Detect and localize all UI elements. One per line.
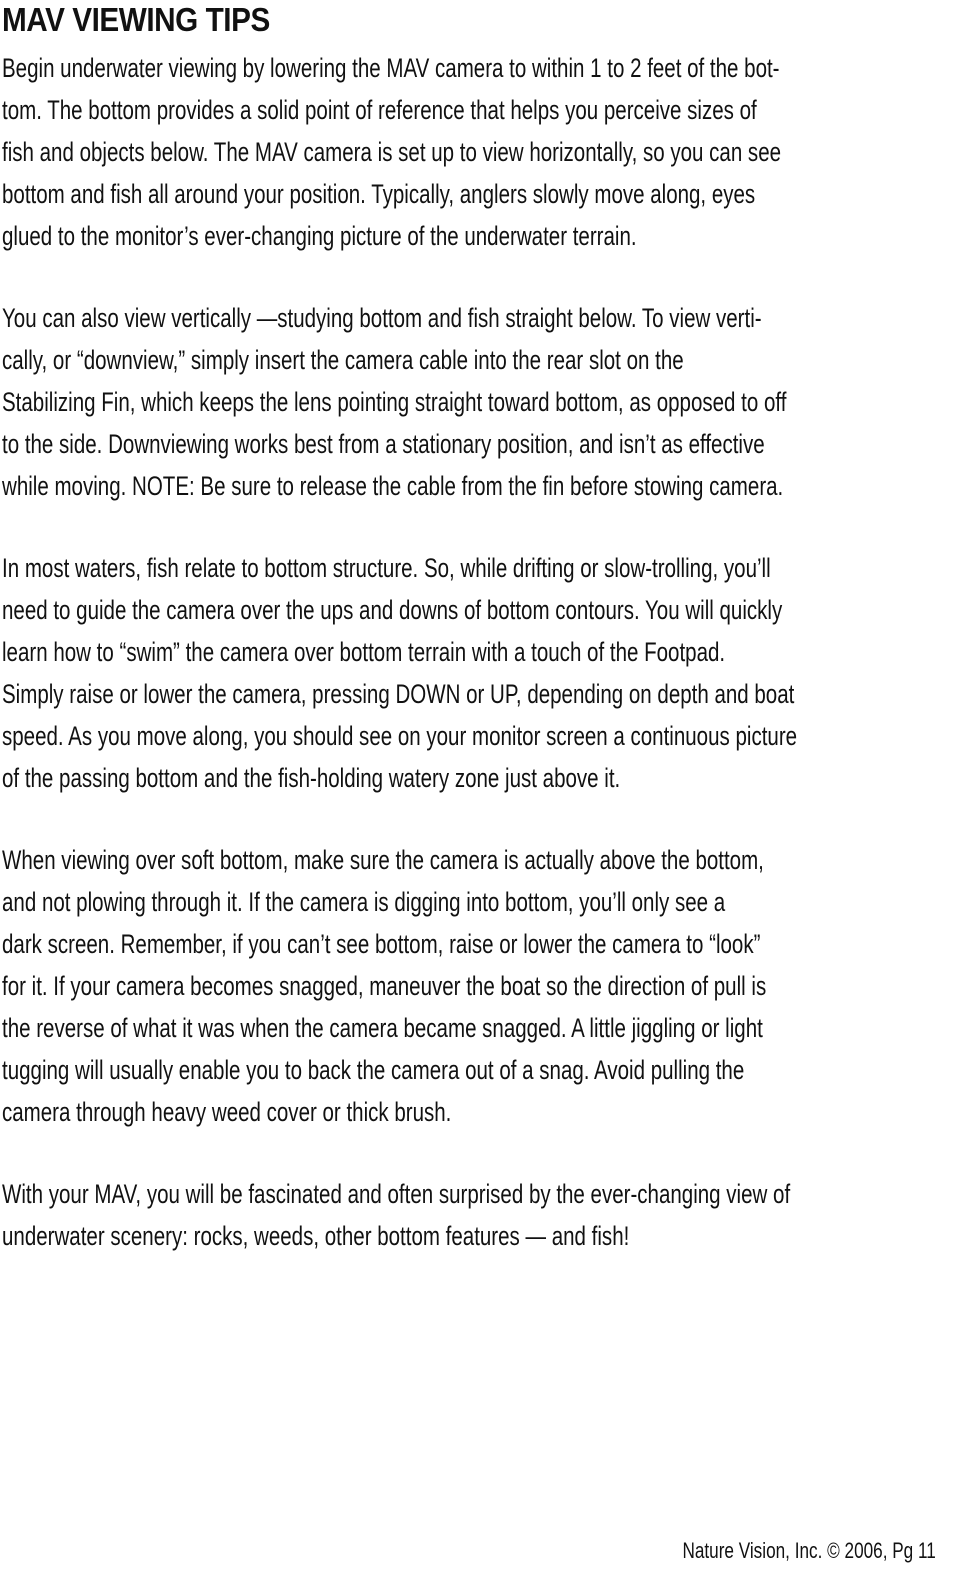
page-title: MAV VIEWING TIPS bbox=[2, 1, 270, 38]
text-line: Simply raise or lower the camera, pressing DOWN or UP, depending on depth and boat bbox=[2, 679, 795, 709]
text-line: while moving. NOTE: Be sure to release the cable from the fin before stowing camera. bbox=[2, 471, 784, 501]
text-line: glued to the monitor’s ever-changing picture of the underwater terrain. bbox=[2, 221, 637, 251]
text-line: Stabilizing Fin, which keeps the lens pointing straight toward bottom, as opposed to off bbox=[2, 387, 787, 417]
page-footer: Nature Vision, Inc. © 2006, Pg 11 bbox=[682, 1538, 936, 1563]
text-line: You can also view vertically —studying bottom and fish straight below. To view verti- bbox=[2, 303, 762, 333]
text-line: tugging will usually enable you to back the camera out of a snag. Avoid pulling the bbox=[2, 1055, 745, 1085]
text-line: With your MAV, you will be fascinated and often surprised by the ever-changing view of bbox=[2, 1179, 791, 1209]
paragraph-horizontal-viewing bbox=[2, 47, 942, 257]
text-line: learn how to “swim” the camera over bottom terrain with a touch of the Footpad. bbox=[2, 637, 726, 667]
text-line: bottom and fish all around your position. Typically, anglers slowly move along, eyes bbox=[2, 179, 756, 209]
text-line: tom. The bottom provides a solid point of reference that helps you perceive sizes of bbox=[2, 95, 757, 125]
text-line: speed. As you move along, you should see on your monitor screen a continuous picture bbox=[2, 721, 798, 751]
paragraph-vertical-viewing bbox=[2, 297, 942, 507]
text-line: need to guide the camera over the ups and downs of bottom contours. You will quickly bbox=[2, 595, 783, 625]
paragraph-soft-bottom bbox=[2, 839, 942, 1133]
text-line: and not plowing through it. If the camera is digging into bottom, you’ll only see a bbox=[2, 887, 726, 917]
text-line: of the passing bottom and the fish-holding watery zone just above it. bbox=[2, 763, 621, 793]
paragraph-closing bbox=[2, 1173, 942, 1257]
text-line: Begin underwater viewing by lowering the MAV camera to within 1 to 2 feet of the bot- bbox=[2, 53, 780, 83]
text-line: for it. If your camera becomes snagged, maneuver the boat so the direction of pull is bbox=[2, 971, 767, 1001]
text-line: When viewing over soft bottom, make sure the camera is actually above the bottom, bbox=[2, 845, 764, 875]
text-line: fish and objects below. The MAV camera is set up to view horizontally, so you can see bbox=[2, 137, 782, 167]
text-line: In most waters, fish relate to bottom structure. So, while drifting or slow-trolling, you’ll bbox=[2, 553, 771, 583]
text-line: underwater scenery: rocks, weeds, other bottom features — and fish! bbox=[2, 1221, 630, 1251]
text-line: to the side. Downviewing works best from a stationary position, and isn’t as effective bbox=[2, 429, 765, 459]
text-line: dark screen. Remember, if you can’t see bottom, raise or lower the camera to “look” bbox=[2, 929, 761, 959]
text-line: cally, or “downview,” simply insert the camera cable into the rear slot on the bbox=[2, 345, 684, 375]
body-text bbox=[2, 47, 942, 1297]
text-line: the reverse of what it was when the camera became snagged. A little jiggling or light bbox=[2, 1013, 763, 1043]
paragraph-bottom-structure bbox=[2, 547, 942, 799]
text-line: camera through heavy weed cover or thick brush. bbox=[2, 1097, 452, 1127]
